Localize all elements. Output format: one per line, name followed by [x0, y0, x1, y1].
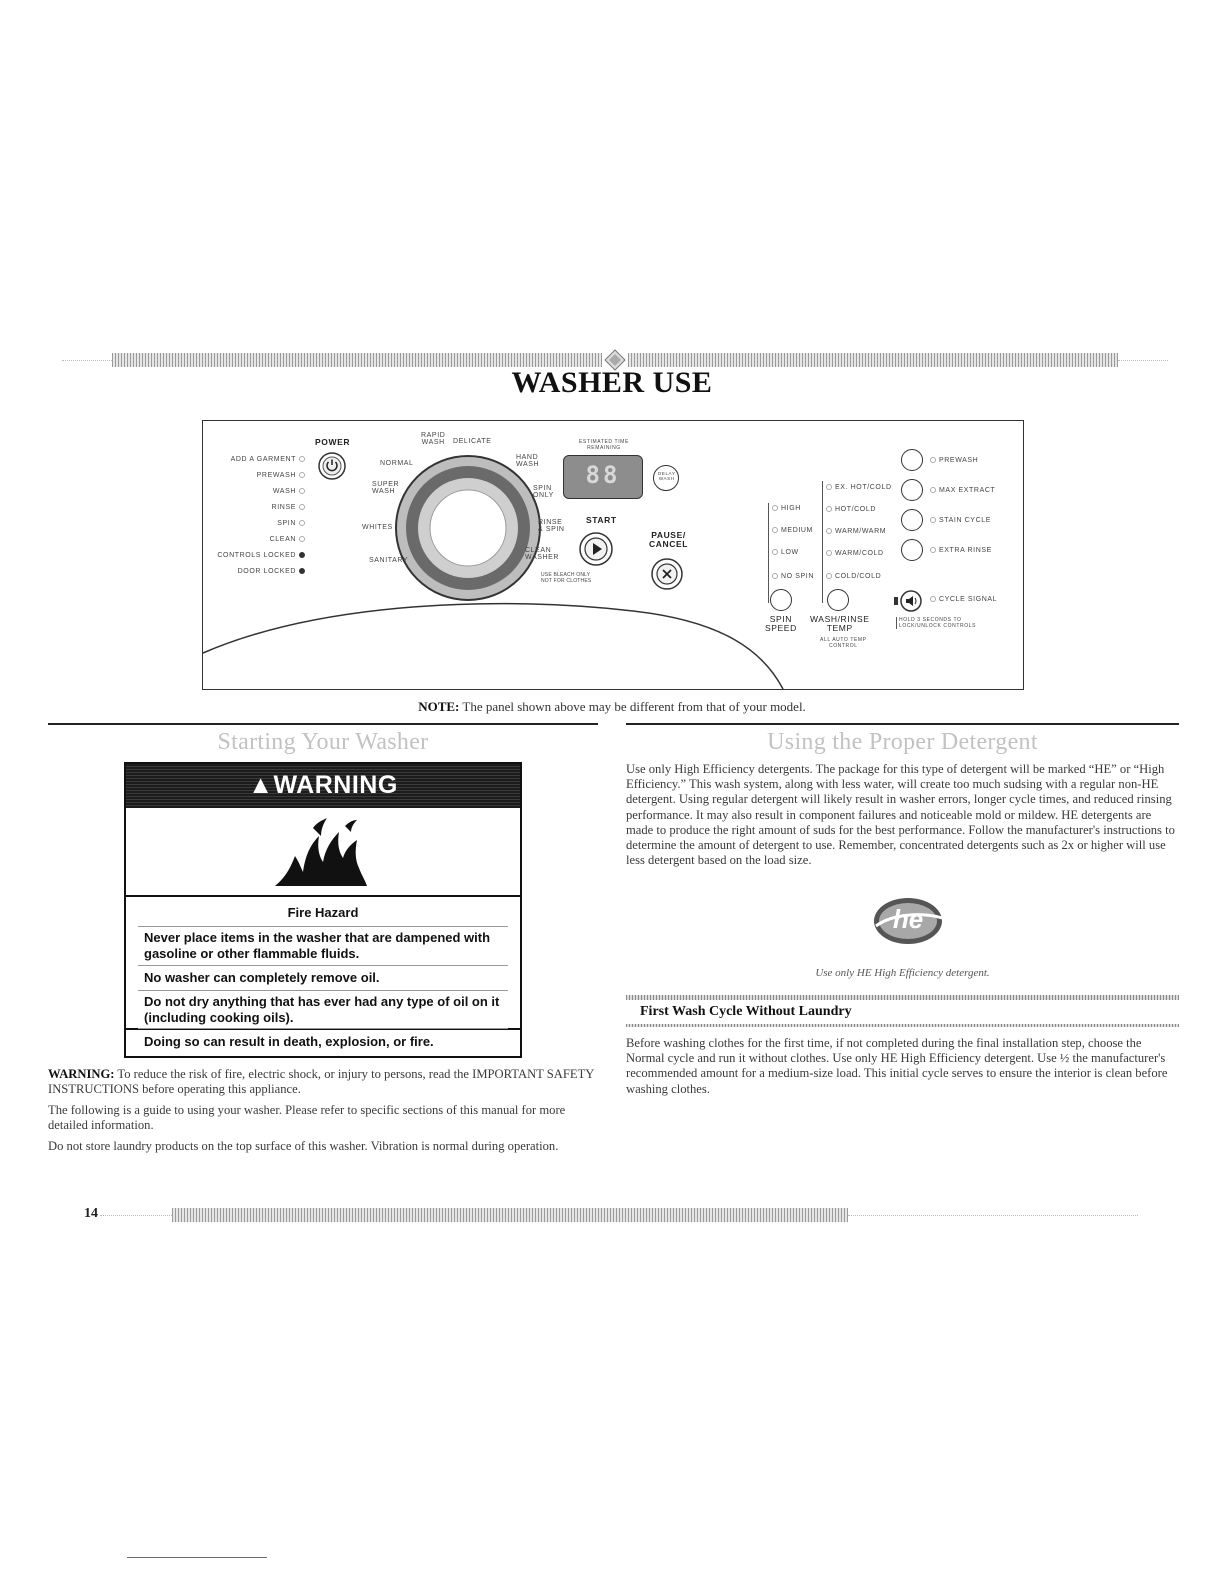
footer-accent-line	[127, 1557, 267, 1558]
status-light-add-garment: ADD A GARMENT	[231, 456, 308, 463]
spin-speed-button[interactable]	[770, 589, 792, 611]
top-dotted-line-right	[1118, 360, 1168, 362]
warning-divider	[126, 895, 520, 897]
top-dotted-line-left	[62, 360, 112, 362]
dial-bleach-note: USE BLEACH ONLY NOT FOR CLOTHES	[541, 572, 592, 584]
status-light-spin: SPIN	[277, 520, 308, 527]
wash-rinse-temp-button[interactable]	[827, 589, 849, 611]
storage-paragraph: Do not store laundry products on the top surface of this washer. Vibration is normal during operation.	[48, 1139, 559, 1153]
guide-paragraph: The following is a guide to using your washer. Please refer to specific sections of this manual for more detailed information.	[48, 1103, 566, 1133]
subheading-band-top	[626, 995, 1179, 1000]
pause-cancel-label: PAUSE/ CANCEL	[649, 530, 689, 549]
spin-option-high: HIGH	[769, 505, 801, 512]
subheading-band-bottom	[626, 1024, 1179, 1027]
delay-wash-label: DELAY WASH	[658, 471, 676, 481]
spin-option-low: LOW	[769, 549, 799, 556]
option-button-prewash[interactable]	[901, 449, 923, 471]
dial-label-super-wash: SUPER WASH	[372, 481, 400, 495]
cycle-signal-label: CYCLE SIGNAL	[927, 596, 997, 603]
warning-paragraph-text: To reduce the risk of fire, electric shock, or injury to persons, read the IMPORTANT SAFETY INSTRUCTIONS before operating this appliance.	[48, 1067, 594, 1097]
spin-speed-label: SPIN SPEED	[765, 614, 797, 633]
hazard-line-4: Doing so can result in death, explosion, or fire.	[144, 1034, 434, 1049]
hold-to-lock-note: HOLD 3 SECONDS TO LOCK/UNLOCK CONTROLS	[896, 617, 976, 629]
temp-option-hot-cold: HOT/COLD	[823, 506, 876, 513]
spin-option-medium: MEDIUM	[769, 527, 813, 534]
page-title: WASHER USE	[511, 366, 713, 399]
time-display	[563, 455, 643, 499]
option-label-max-extract: MAX EXTRACT	[927, 487, 995, 494]
hazard-line-1: Never place items in the washer that are dampened with gasoline or other flammable fluids.	[144, 930, 491, 961]
footer-dotted-line-left	[100, 1215, 172, 1217]
status-light-rinse: RINSE	[272, 504, 308, 511]
left-section-rule	[48, 723, 598, 725]
pause-cancel-button[interactable]	[650, 557, 684, 591]
option-label-extra-rinse: EXTRA RINSE	[927, 547, 992, 554]
warning-banner-title: ▲WARNING	[248, 771, 398, 799]
first-wash-paragraph: Before washing clothes for the first time, if not completed during the final installation step, choose the Normal cycle and run it without clothes. Use only HE High Efficiency detergent. Use ½ the manufacturer's recommended amount for a medium-size load. This initial cycle serves to ensure the interior is clean before washing clothes.	[626, 1036, 1168, 1096]
dial-label-hand-wash: HAND WASH	[516, 454, 540, 468]
option-button-max-extract[interactable]	[901, 479, 923, 501]
start-label: START	[586, 515, 617, 525]
subheading-first-wash: First Wash Cycle Without Laundry	[640, 1004, 852, 1019]
dial-label-sanitary: SANITARY	[369, 557, 409, 564]
wash-rinse-temp-label: WASH/RINSE TEMP	[810, 614, 870, 633]
temp-option-warm-warm: WARM/WARM	[823, 528, 886, 535]
dial-label-rapid-wash: RAPID WASH	[421, 432, 446, 446]
power-label: POWER	[315, 437, 351, 447]
heading-starting-your-washer: Starting Your Washer	[217, 729, 429, 755]
power-button[interactable]	[317, 451, 347, 481]
option-label-stain-cycle: STAIN CYCLE	[927, 517, 991, 524]
status-light-door-locked: DOOR LOCKED	[238, 568, 308, 575]
he-caption: Use only HE High Efficiency detergent.	[815, 967, 990, 979]
hazard-separator	[138, 1028, 508, 1029]
note-label: NOTE:	[418, 699, 460, 714]
hazard-separator	[138, 926, 508, 927]
cycle-selector-dial[interactable]	[393, 453, 543, 603]
temp-bracket	[822, 481, 827, 603]
dial-label-clean-washer: CLEAN WASHER	[525, 547, 560, 561]
spin-option-no-spin: NO SPIN	[769, 573, 814, 580]
status-light-wash: WASH	[273, 488, 308, 495]
dial-label-delicate: DELICATE	[453, 438, 492, 445]
warning-paragraph	[48, 1067, 598, 1097]
display-digits: 88	[585, 461, 621, 489]
warning-triangle-icon: ▲	[248, 771, 274, 799]
temp-option-warm-cold: WARM/COLD	[823, 550, 884, 557]
warning-banner	[126, 764, 520, 808]
estimated-time-label: ESTIMATED TIME REMAINING	[579, 439, 629, 451]
footer-dotted-line-right	[848, 1215, 1138, 1217]
control-panel-diagram	[202, 420, 1024, 690]
hazard-separator	[138, 990, 508, 991]
hazard-line-2: No washer can completely remove oil.	[144, 970, 380, 985]
start-button[interactable]	[578, 531, 614, 567]
option-button-extra-rinse[interactable]	[901, 539, 923, 561]
note-text: The panel shown above may be different from that of your model.	[459, 699, 806, 714]
fire-icon	[273, 816, 369, 888]
top-band-left	[112, 353, 602, 367]
option-button-stain-cycle[interactable]	[901, 509, 923, 531]
option-label-prewash: PREWASH	[927, 457, 978, 464]
panel-note	[0, 699, 1224, 715]
footer-band	[172, 1208, 848, 1222]
hazard-line-3: Do not dry anything that has ever had any type of oil on it (including cooking oils).	[144, 994, 500, 1025]
top-band-right	[628, 353, 1118, 367]
fire-hazard-warning-box	[124, 762, 522, 1030]
page-number: 14	[84, 1206, 98, 1221]
dial-label-rinse-spin: RINSE & SPIN	[538, 519, 565, 533]
warning-box-extension	[124, 1028, 522, 1058]
dial-label-whites: WHITES	[362, 524, 393, 531]
status-light-prewash: PREWASH	[257, 472, 308, 479]
right-section-rule	[626, 723, 1179, 725]
status-light-controls-locked: CONTROLS LOCKED	[217, 552, 308, 559]
hazard-title: Fire Hazard	[287, 905, 359, 920]
cycle-signal-button[interactable]	[893, 589, 925, 615]
auto-temp-note: ALL AUTO TEMP CONTROL	[820, 637, 867, 649]
dial-label-spin-only: SPIN ONLY	[533, 485, 554, 499]
heading-using-proper-detergent: Using the Proper Detergent	[767, 729, 1038, 755]
temp-option-cold-cold: COLD/COLD	[823, 573, 881, 580]
he-logo-text: he	[892, 904, 924, 934]
temp-option-ex-hot-cold: EX. HOT/COLD	[823, 484, 892, 491]
status-light-clean: CLEAN	[270, 536, 308, 543]
warning-paragraph-label: WARNING:	[48, 1067, 115, 1081]
detergent-paragraph: Use only High Efficiency detergents. The package for this type of detergent will be marked “HE” or “High Efficiency.” This wash system, along with less water, will create too much sudsing with a regular non-HE detergent. Using regular detergent will likely result in washer errors, longer cycle times, and reduced rinsing performance. It may also result in component failures and noticeable mold or mildew. HE detergents are made to produce the right amount of suds for the best performance. Follow the manufacturer's instructions to determine the amount of detergent to use. Remember, concentrated detergents such as 2x or higher will use less detergent based on the load size.	[626, 762, 1175, 868]
dial-label-normal: NORMAL	[380, 460, 414, 467]
hazard-separator	[138, 965, 508, 966]
he-logo	[872, 896, 944, 946]
